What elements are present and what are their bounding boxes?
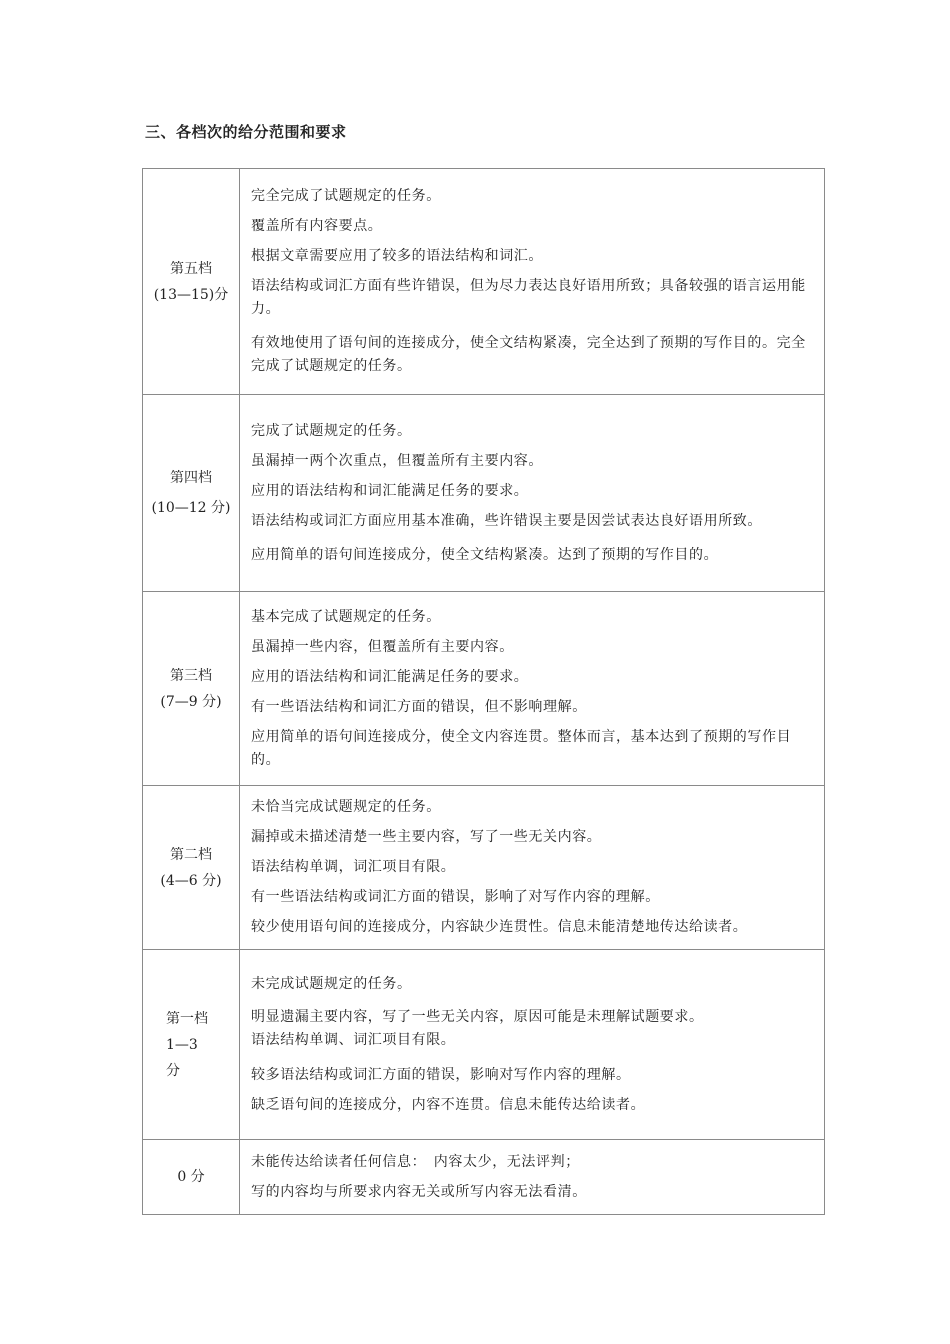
band-range: (10—12 分) [151, 500, 231, 516]
criterion: 未能传达给读者任何信息： 内容太少，无法评判； [251, 1153, 580, 1170]
band-label [143, 169, 240, 395]
section-title: 三、各档次的给分范围和要求 [145, 123, 347, 141]
band-criteria [240, 592, 825, 786]
table-row [143, 169, 825, 395]
criterion: 有效地使用了语句间的连接成分，使全文结构紧凑，完全达到了预期的写作目的。完全完成了试题规定的任务。 [251, 335, 806, 374]
criterion: 虽漏掉一两个次重点，但覆盖所有主要内容。 [251, 452, 543, 469]
criterion: 应用简单的语句间连接成分，使全文结构紧凑。达到了预期的写作目的。 [251, 546, 719, 563]
criterion: 语法结构单调，词汇项目有限。 [251, 859, 456, 875]
criterion: 基本完成了试题规定的任务。 [251, 608, 441, 625]
band-criteria [240, 169, 825, 395]
band-label [143, 592, 240, 786]
band-label [143, 395, 240, 592]
criterion: 应用的语法结构和词汇能满足任务的要求。 [251, 668, 529, 685]
band-level: 第三档 [170, 667, 212, 684]
table-row [143, 950, 825, 1140]
criterion: 较多语法结构或词汇方面的错误，影响对写作内容的理解。 [251, 1066, 631, 1083]
criterion: 语法结构或词汇方面应用基本准确，些许错误主要是因尝试表达良好语用所致。 [251, 512, 762, 529]
band-level: 0 分 [177, 1169, 205, 1185]
band-criteria [240, 395, 825, 592]
band-criteria [240, 786, 825, 950]
criterion: 应用简单的语句间连接成分，使全文内容连贯。整体而言，基本达到了预期的写作目的。 [251, 728, 792, 768]
criterion: 根据文章需要应用了较多的语法结构和词汇。 [251, 248, 543, 264]
table-row [143, 395, 825, 592]
band-criteria [240, 950, 825, 1140]
criterion: 语法结构单调、词汇项目有限。 [251, 1031, 456, 1048]
band-criteria [240, 1140, 825, 1215]
criterion: 语法结构或词汇方面有些许错误，但为尽力表达良好语用所致；具备较强的语言运用能力。 [251, 278, 806, 317]
band-range: (13—15)分 [153, 286, 229, 303]
criterion: 未恰当完成试题规定的任务。 [251, 799, 441, 815]
band-level: 第二档 [170, 846, 212, 863]
criterion: 缺乏语句间的连接成分，内容不连贯。信息未能传达给读者。 [251, 1096, 646, 1113]
band-label [143, 950, 240, 1140]
criterion: 未完成试题规定的任务。 [251, 975, 412, 992]
criterion: 完全完成了试题规定的任务。 [251, 188, 441, 204]
band-level: 第一档 [166, 1010, 208, 1027]
criterion: 虽漏掉一些内容，但覆盖所有主要内容。 [251, 638, 514, 655]
criterion: 覆盖所有内容要点。 [251, 218, 383, 234]
criterion: 有一些语法结构或词汇方面的错误，影响了对写作内容的理解。 [251, 889, 660, 905]
table-row [143, 592, 825, 786]
scoring-rubric-table [142, 168, 825, 1215]
band-level: 第四档 [170, 470, 212, 486]
band-label [143, 1140, 240, 1215]
band-range: 1—3 [166, 1036, 198, 1053]
criterion: 较少使用语句间的连接成分，内容缺少连贯性。信息未能清楚地传达给读者。 [251, 919, 748, 935]
band-level: 第五档 [170, 260, 212, 277]
table-row [143, 786, 825, 950]
criterion: 漏掉或未描述清楚一些主要内容，写了一些无关内容。 [251, 829, 602, 845]
criterion: 写的内容均与所要求内容无关或所写内容无法看清。 [251, 1183, 587, 1200]
criterion: 明显遗漏主要内容，写了一些无关内容，原因可能是未理解试题要求。 [251, 1008, 704, 1025]
criterion: 完成了试题规定的任务。 [251, 422, 412, 439]
band-label [143, 786, 240, 950]
table-row [143, 1140, 825, 1215]
band-range: (7—9 分) [160, 693, 222, 710]
criterion: 应用的语法结构和词汇能满足任务的要求。 [251, 482, 529, 499]
criterion: 有一些语法结构和词汇方面的错误，但不影响理解。 [251, 698, 587, 715]
band-range: (4—6 分) [160, 872, 222, 889]
band-range-unit: 分 [166, 1062, 180, 1079]
